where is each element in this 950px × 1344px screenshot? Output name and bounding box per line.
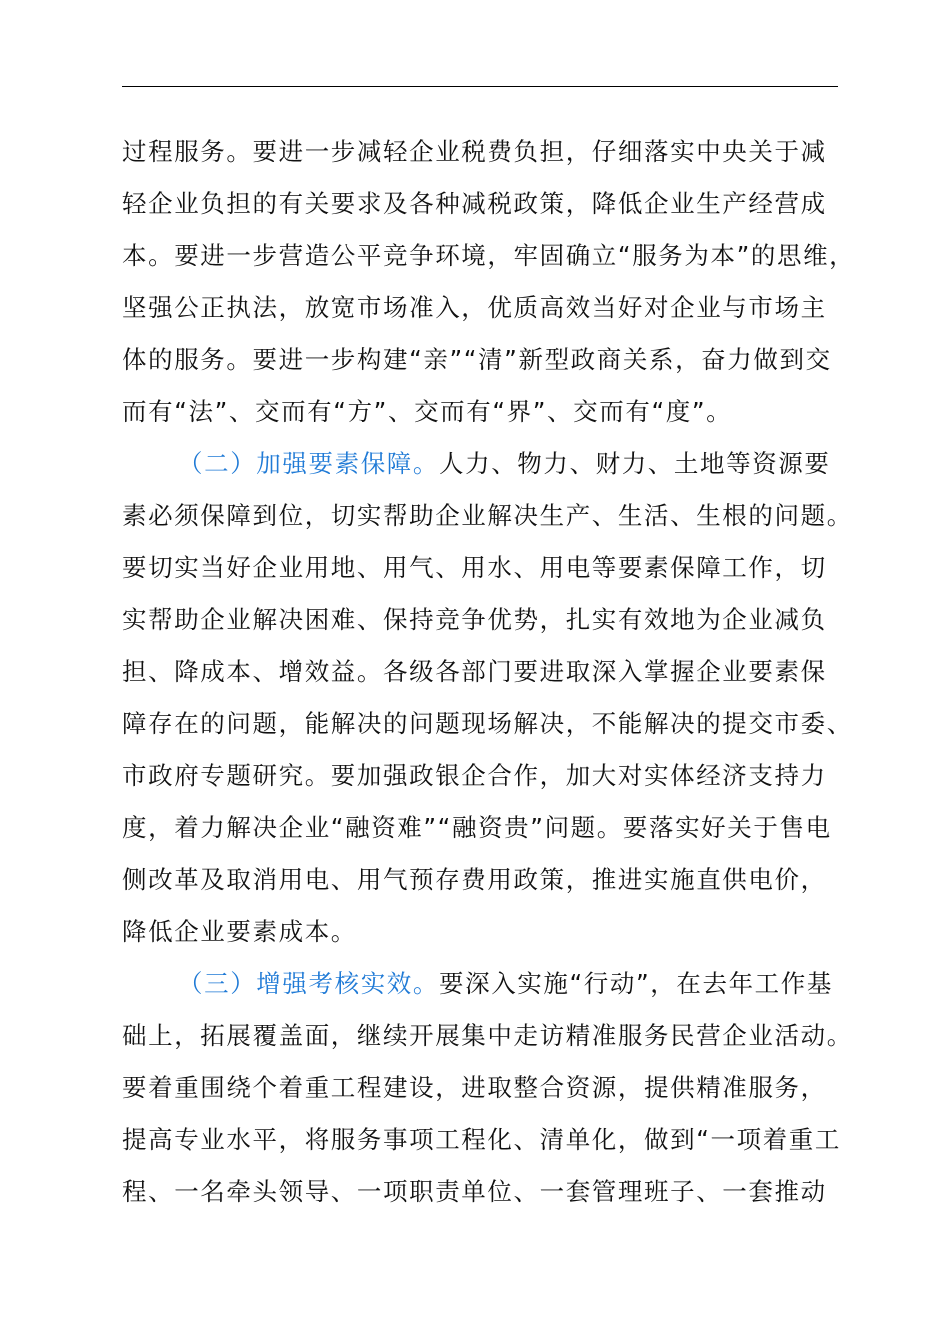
text-line: 担、降成本、增效益。各级各部门要进取深入掌握企业要素保: [122, 657, 827, 686]
text-line: 要切实当好企业用地、用气、用水、用电等要素保障工作，切: [122, 553, 827, 582]
body-text: [122, 130, 862, 1222]
text-line: 轻企业负担的有关要求及各种减税政策，降低企业生产经营成: [122, 189, 827, 218]
section-three-first-line: [122, 962, 862, 1014]
text-line: 本。要进一步营造公平竞争环境，牢固确立“服务为本”的思维，: [122, 241, 856, 270]
text-line: 础上，拓展覆盖面，继续开展集中走访精准服务民营企业活动。: [122, 1021, 853, 1050]
text-line: 降低企业要素成本。: [122, 917, 357, 946]
section-heading-two: （二）加强要素保障。: [178, 449, 439, 478]
text-line: 过程服务。要进一步减轻企业税费负担，仔细落实中央关于减: [122, 137, 827, 166]
text-line: 市政府专题研究。要加强政银企合作，加大对实体经济支持力: [122, 761, 827, 790]
header-rule: [122, 86, 838, 87]
text-line: 坚强公正执法，放宽市场准入，优质高效当好对企业与市场主: [122, 293, 827, 322]
text-line: 体的服务。要进一步构建“亲”“清”新型政商关系，奋力做到交: [122, 345, 832, 374]
text-line: 提高专业水平，将服务事项工程化、清单化，做到“一项着重工: [122, 1125, 841, 1154]
text-span: 要深入实施“行动”，在去年工作基: [439, 969, 833, 998]
text-line: 障存在的问题，能解决的问题现场解决，不能解决的提交市委、: [122, 709, 853, 738]
text-line: 而有“法”、交而有“方”、交而有“界”、交而有“度”。: [122, 397, 733, 426]
text-line: 侧改革及取消用电、用气预存费用政策，推进实施直供电价，: [122, 865, 827, 894]
section-two-first-line: [122, 442, 862, 494]
text-span: 人力、物力、财力、土地等资源要: [439, 449, 831, 478]
text-line: 素必须保障到位，切实帮助企业解决生产、生活、生根的问题。: [122, 501, 853, 530]
text-line: 程、一名牵头领导、一项职责单位、一套管理班子、一套推动: [122, 1177, 827, 1206]
text-line: 要着重围绕个着重工程建设，进取整合资源，提供精准服务，: [122, 1073, 827, 1102]
text-line: 实帮助企业解决困难、保持竞争优势，扎实有效地为企业减负: [122, 605, 827, 634]
section-heading-three: （三）增强考核实效。: [178, 969, 439, 998]
text-line: 度，着力解决企业“融资难”“融资贵”问题。要落实好关于售电: [122, 813, 832, 842]
